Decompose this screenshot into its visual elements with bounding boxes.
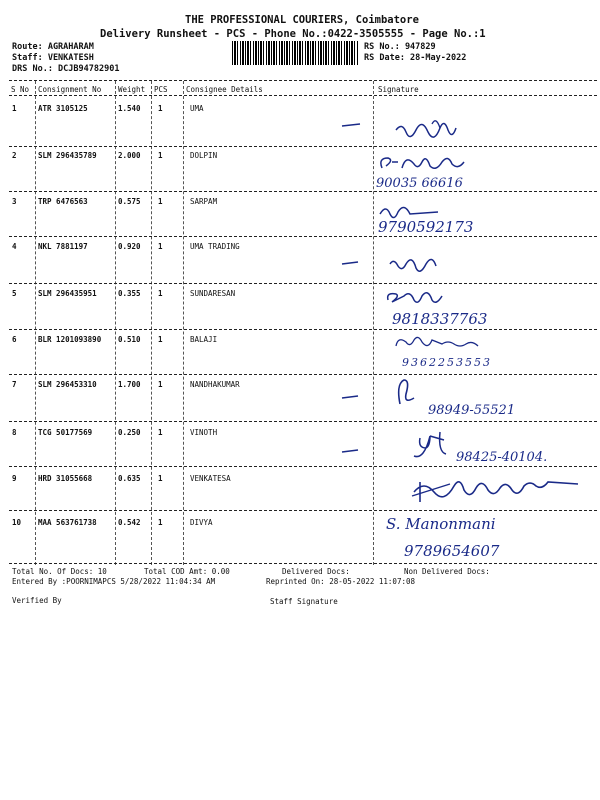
- staff-signature: Staff Signature: [270, 597, 338, 606]
- reprinted-on: Reprinted On: 28-05-2022 11:07:08: [266, 577, 416, 586]
- row-pcs: 1: [158, 151, 163, 160]
- row-consignment: MAA 563761738: [38, 518, 97, 527]
- row-divider: [9, 146, 597, 147]
- verified-by: Verified By: [12, 596, 62, 605]
- col-sep: [151, 81, 152, 565]
- row-weight: 0.510: [118, 335, 141, 344]
- col-sep: [183, 81, 184, 565]
- row-sno: 9: [12, 474, 17, 483]
- row-consignee: DIVYA: [190, 518, 213, 527]
- drs-label: DRS No.: DCJB94782901: [12, 64, 120, 74]
- row-pcs: 1: [158, 380, 163, 389]
- row-weight: 0.355: [118, 289, 141, 298]
- signature-phone: 98425-40104.: [456, 450, 548, 465]
- entered-by: Entered By :POORNIMAPCS 5/28/2022 11:04:34 AM: [12, 577, 216, 586]
- row-divider: [9, 236, 597, 237]
- row-consignee: BALAJI: [190, 335, 218, 344]
- col-consignment: Consignment No: [38, 85, 102, 94]
- signature-scribble: [340, 110, 470, 148]
- row-sno: 3: [12, 197, 17, 206]
- row-sno: 2: [12, 151, 17, 160]
- row-consignee: UMA: [190, 104, 204, 113]
- row-pcs: 1: [158, 474, 163, 483]
- signature-phone: 9362253553: [402, 356, 492, 369]
- row-consignment: SLM 296435789: [38, 151, 97, 160]
- signature-scribble: [392, 334, 512, 354]
- row-consignee: DOLPIN: [190, 151, 218, 160]
- row-consignment: SLM 296453310: [38, 380, 97, 389]
- row-consignee: NANDHAKUMAR: [190, 380, 240, 389]
- delivered-docs: Delivered Docs:: [282, 567, 350, 576]
- col-signature: Signature: [378, 85, 419, 94]
- row-divider: [9, 421, 597, 422]
- signature-phone: 90035 66616: [376, 176, 463, 191]
- rs-number: RS No.: 947829: [364, 42, 436, 52]
- col-sep: [35, 81, 36, 565]
- row-consignee: VENKATESA: [190, 474, 231, 483]
- signature-phone: 9789654607: [404, 542, 500, 560]
- row-consignment: TRP 6476563: [38, 197, 88, 206]
- row-sno: 4: [12, 242, 17, 251]
- col-sep: [115, 81, 116, 565]
- signature-scribble: [340, 250, 460, 280]
- signature-phone: 98949-55521: [428, 403, 516, 418]
- col-sno: S No: [11, 85, 30, 94]
- signature-scribble: [410, 476, 585, 506]
- signature-phone: 9818337763: [392, 310, 488, 328]
- signature-scribble: [340, 374, 420, 414]
- row-weight: 0.920: [118, 242, 141, 251]
- row-pcs: 1: [158, 518, 163, 527]
- row-divider: [9, 283, 597, 284]
- row-pcs: 1: [158, 335, 163, 344]
- row-sno: 5: [12, 289, 17, 298]
- row-weight: 0.575: [118, 197, 141, 206]
- row-sno: 10: [12, 518, 22, 527]
- total-cod: Total COD Amt: 0.00: [144, 567, 230, 576]
- header-top-rule: [9, 80, 597, 81]
- rs-date: RS Date: 28-May-2022: [364, 53, 467, 63]
- row-consignment: HRD 31055668: [38, 474, 93, 483]
- row-weight: 1.540: [118, 104, 141, 113]
- signature-scribble: [376, 150, 496, 174]
- row-sno: 8: [12, 428, 17, 437]
- row-pcs: 1: [158, 242, 163, 251]
- row-consignment: BLR 1201093890: [38, 335, 102, 344]
- row-divider: [9, 329, 597, 330]
- row-weight: 0.250: [118, 428, 141, 437]
- col-pcs: PCS: [154, 85, 168, 94]
- col-sep: [373, 81, 374, 565]
- row-pcs: 1: [158, 104, 163, 113]
- row-consignee: SARPAM: [190, 197, 218, 206]
- signature-scribble: [384, 288, 474, 308]
- row-consignee: SUNDARESAN: [190, 289, 236, 298]
- row-weight: 0.542: [118, 518, 141, 527]
- row-divider: [9, 466, 597, 467]
- row-pcs: 1: [158, 428, 163, 437]
- row-sno: 7: [12, 380, 17, 389]
- row-sno: 6: [12, 335, 17, 344]
- company-title: THE PROFESSIONAL COURIERS, Coimbatore: [185, 14, 419, 26]
- table-bottom-rule: [9, 563, 597, 564]
- row-divider: [9, 374, 597, 375]
- row-divider: [9, 191, 597, 192]
- row-weight: 0.635: [118, 474, 141, 483]
- row-pcs: 1: [158, 289, 163, 298]
- header-bottom-rule: [9, 95, 597, 96]
- row-weight: 1.700: [118, 380, 141, 389]
- row-sno: 1: [12, 104, 17, 113]
- row-consignment: TCG 50177569: [38, 428, 93, 437]
- route-label: Route: AGRAHARAM: [12, 42, 94, 52]
- row-consignment: SLM 296435951: [38, 289, 97, 298]
- staff-label: Staff: VENKATESH: [12, 53, 94, 63]
- row-divider: [9, 510, 597, 511]
- non-delivered-docs: Non Delivered Docs:: [404, 567, 490, 576]
- row-consignment: ATR 3105125: [38, 104, 88, 113]
- runsheet-subtitle: Delivery Runsheet - PCS - Phone No.:0422-3505555 - Page No.:1: [100, 28, 486, 40]
- signature-name: S. Manonmani: [386, 515, 496, 533]
- signature-phone: 9790592173: [378, 218, 474, 236]
- row-consignee: UMA TRADING: [190, 242, 240, 251]
- col-weight: Weight: [118, 85, 146, 94]
- row-weight: 2.000: [118, 151, 141, 160]
- barcode: [232, 41, 358, 65]
- row-consignment: NKL 7881197: [38, 242, 88, 251]
- total-docs: Total No. Of Docs: 10: [12, 567, 107, 576]
- col-consignee: Consignee Details: [186, 85, 263, 94]
- row-consignee: VINOTH: [190, 428, 218, 437]
- row-pcs: 1: [158, 197, 163, 206]
